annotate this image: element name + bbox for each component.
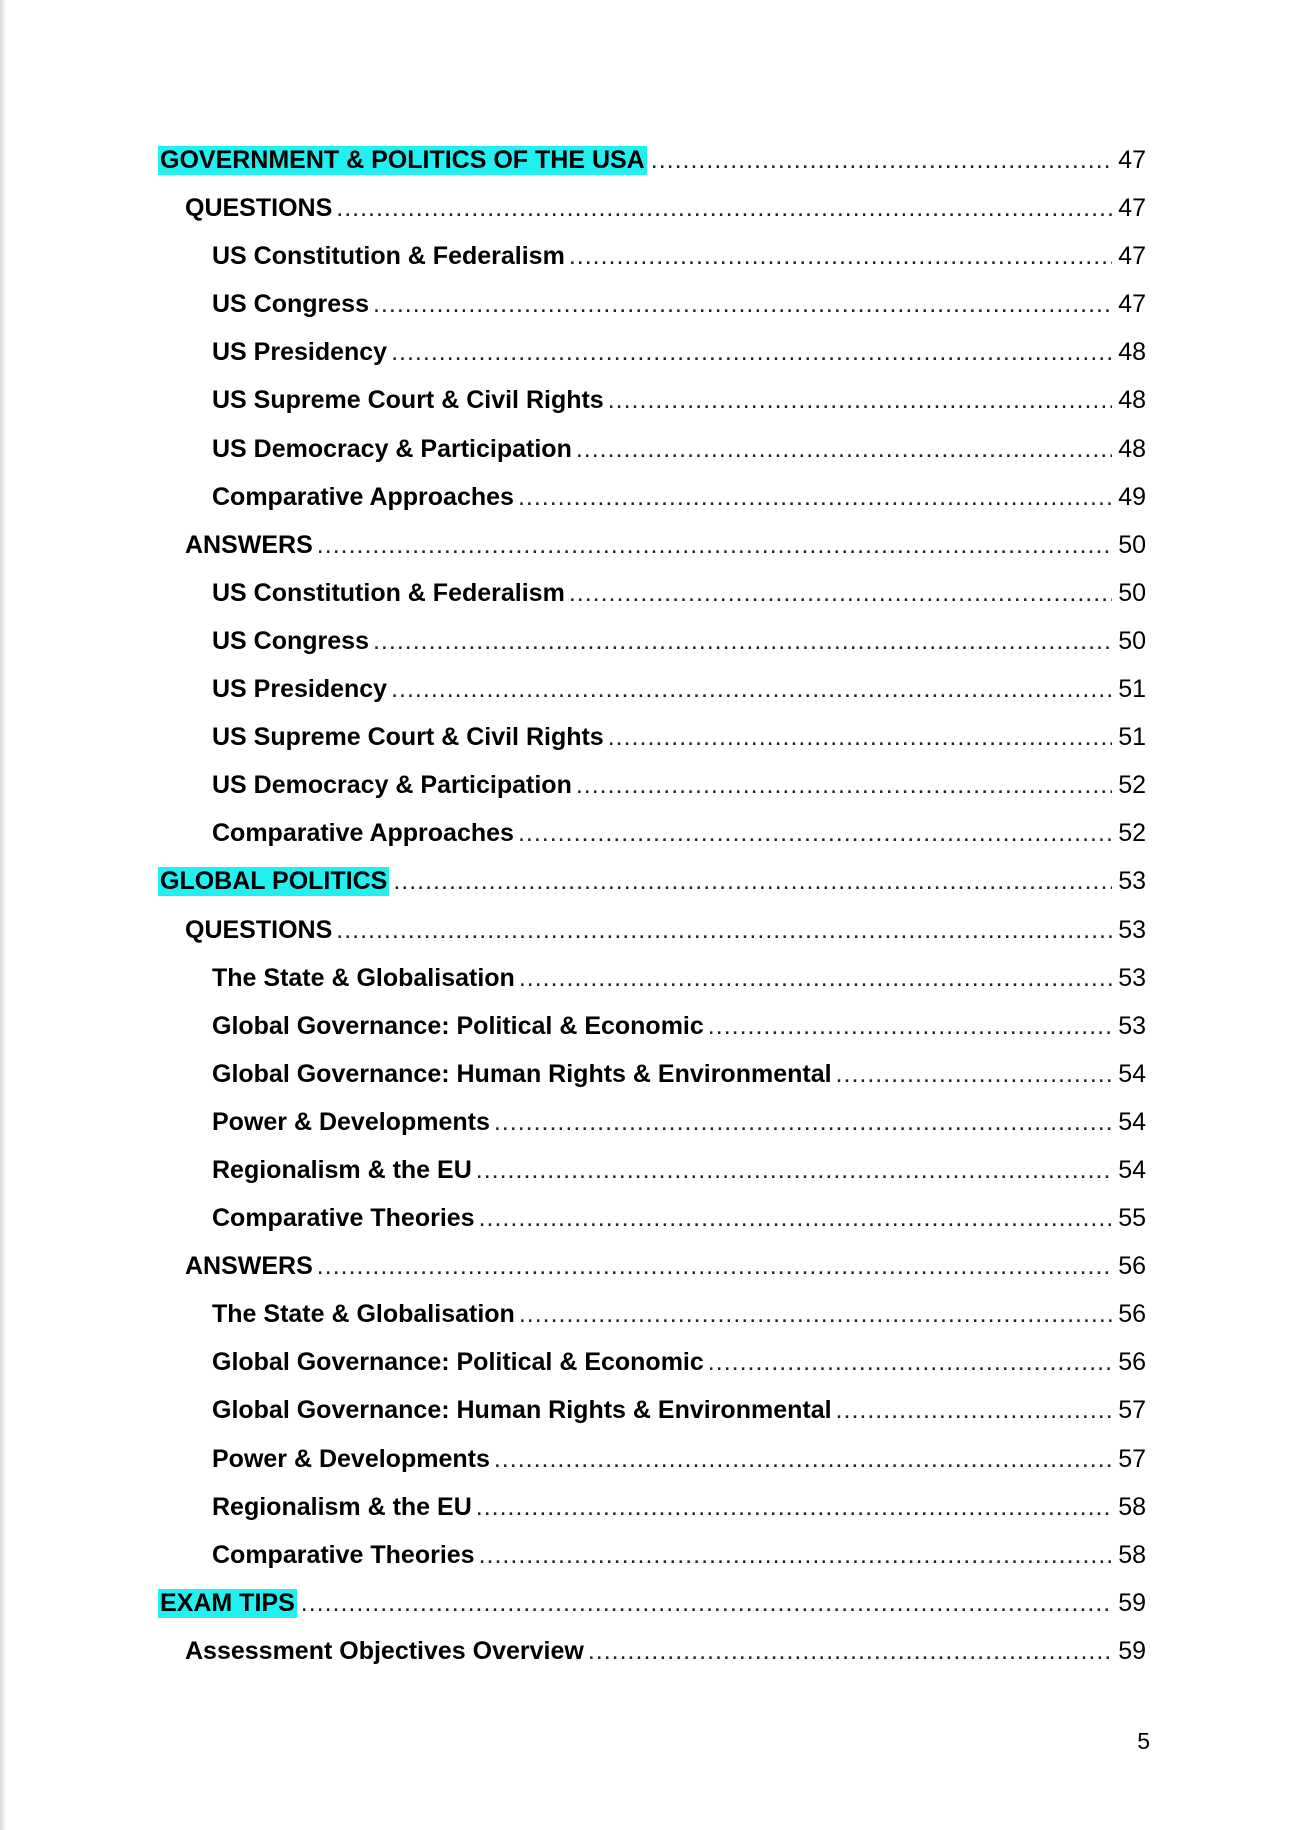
toc-entry-page: 48: [1118, 338, 1146, 367]
toc-dot-leader: [651, 146, 1112, 175]
toc-entry-page: 56: [1118, 1300, 1146, 1329]
toc-entry-page: 47: [1118, 242, 1146, 271]
toc-subsection-entry[interactable]: [158, 531, 1146, 579]
toc-topic-entry[interactable]: [158, 1493, 1146, 1541]
toc-dot-leader: [373, 290, 1112, 319]
toc-entry-page: 57: [1118, 1444, 1146, 1473]
toc-dot-leader: [391, 338, 1112, 367]
toc-entry-page: 56: [1118, 1348, 1146, 1377]
toc-entry-title: US Constitution & Federalism: [212, 578, 565, 607]
toc-entry-page: 57: [1118, 1396, 1146, 1425]
toc-topic-entry[interactable]: [158, 1348, 1146, 1396]
toc-dot-leader: [494, 1445, 1112, 1474]
toc-dot-leader: [519, 1300, 1112, 1329]
toc-entry-title: US Presidency: [212, 338, 388, 367]
toc-entry-title: ANSWERS: [185, 1252, 313, 1281]
toc-topic-entry[interactable]: [158, 1108, 1146, 1156]
toc-topic-entry[interactable]: [158, 964, 1146, 1012]
toc-entry-page: 54: [1118, 1107, 1146, 1136]
toc-entry-title: US Presidency: [212, 675, 388, 704]
toc-dot-leader: [391, 675, 1112, 704]
table-of-contents: [158, 146, 1146, 1685]
toc-section-entry[interactable]: [158, 146, 1146, 194]
toc-section-entry[interactable]: [158, 867, 1146, 915]
toc-entry-title: GOVERNMENT & POLITICS OF THE USA: [160, 146, 645, 174]
toc-entry-page: 48: [1118, 434, 1146, 463]
toc-entry-title: Global Governance: Political & Economic: [212, 1011, 704, 1040]
toc-entry-title: Assessment Objectives Overview: [185, 1636, 584, 1665]
toc-entry-title: US Congress: [212, 626, 369, 655]
toc-entry-title: Comparative Approaches: [212, 819, 514, 848]
toc-entry-title: Comparative Theories: [212, 1540, 475, 1569]
toc-dot-leader: [708, 1348, 1112, 1377]
toc-dot-leader: [518, 819, 1112, 848]
toc-entry-page: 51: [1118, 675, 1146, 704]
toc-entry-title: Comparative Approaches: [212, 482, 514, 511]
toc-dot-leader: [476, 1156, 1112, 1185]
toc-entry-page: 54: [1118, 1155, 1146, 1184]
toc-dot-leader: [836, 1060, 1112, 1089]
toc-dot-leader: [708, 1012, 1112, 1041]
toc-topic-entry[interactable]: [158, 242, 1146, 290]
toc-dot-leader: [588, 1637, 1112, 1666]
toc-topic-entry[interactable]: [158, 1012, 1146, 1060]
toc-topic-entry[interactable]: [158, 483, 1146, 531]
toc-topic-entry[interactable]: [158, 1541, 1146, 1589]
toc-entry-page: 48: [1118, 386, 1146, 415]
toc-entry-title: Global Governance: Human Rights & Environmental: [212, 1059, 832, 1088]
page-edge: [0, 0, 6, 1830]
toc-entry-title: Power & Developments: [212, 1444, 490, 1473]
toc-entry-title: Global Governance: Human Rights & Environmental: [212, 1396, 832, 1425]
toc-dot-leader: [479, 1541, 1112, 1570]
toc-entry-page: 53: [1118, 963, 1146, 992]
toc-dot-leader: [317, 531, 1112, 560]
toc-entry-page: 50: [1118, 626, 1146, 655]
toc-dot-leader: [479, 1204, 1112, 1233]
toc-entry-page: 55: [1118, 1204, 1146, 1233]
toc-topic-entry[interactable]: [158, 386, 1146, 434]
toc-topic-entry[interactable]: [158, 1204, 1146, 1252]
toc-entry-page: 47: [1118, 146, 1146, 174]
toc-topic-entry[interactable]: [158, 1396, 1146, 1444]
toc-entry-title: Regionalism & the EU: [212, 1155, 472, 1184]
toc-topic-entry[interactable]: [158, 1300, 1146, 1348]
toc-entry-title: QUESTIONS: [185, 915, 333, 944]
toc-entry-title: Comparative Theories: [212, 1204, 475, 1233]
toc-entry-page: 47: [1118, 194, 1146, 223]
toc-entry-title: US Constitution & Federalism: [212, 242, 565, 271]
toc-entry-title: The State & Globalisation: [212, 1300, 515, 1329]
toc-topic-entry[interactable]: [158, 723, 1146, 771]
toc-dot-leader: [836, 1396, 1112, 1425]
toc-dot-leader: [608, 723, 1112, 752]
toc-dot-leader: [576, 435, 1112, 464]
toc-dot-leader: [569, 579, 1112, 608]
toc-dot-leader: [576, 771, 1112, 800]
toc-entry-title: Global Governance: Political & Economic: [212, 1348, 704, 1377]
toc-entry-page: 50: [1118, 530, 1146, 559]
toc-subsection-entry[interactable]: [158, 1637, 1146, 1685]
toc-dot-leader: [518, 483, 1112, 512]
toc-entry-title: Power & Developments: [212, 1107, 490, 1136]
toc-topic-entry[interactable]: [158, 627, 1146, 675]
toc-entry-title: The State & Globalisation: [212, 963, 515, 992]
toc-dot-leader: [393, 867, 1112, 896]
toc-dot-leader: [301, 1589, 1112, 1618]
page-number: 5: [1137, 1728, 1150, 1754]
toc-entry-title: EXAM TIPS: [160, 1588, 295, 1617]
toc-section-entry[interactable]: [158, 1589, 1146, 1637]
toc-dot-leader: [336, 194, 1112, 223]
toc-topic-entry[interactable]: [158, 338, 1146, 386]
toc-topic-entry[interactable]: [158, 579, 1146, 627]
toc-subsection-entry[interactable]: [158, 194, 1146, 242]
toc-entry-page: 59: [1118, 1636, 1146, 1665]
toc-entry-page: 56: [1118, 1252, 1146, 1281]
toc-entry-title: GLOBAL POLITICS: [160, 867, 388, 896]
toc-subsection-entry[interactable]: [158, 916, 1146, 964]
toc-dot-leader: [519, 964, 1112, 993]
toc-topic-entry[interactable]: [158, 435, 1146, 483]
toc-entry-title: QUESTIONS: [185, 194, 333, 223]
toc-entry-page: 50: [1118, 578, 1146, 607]
toc-entry-page: 59: [1118, 1588, 1146, 1617]
toc-dot-leader: [317, 1252, 1112, 1281]
toc-entry-page: 53: [1118, 867, 1146, 896]
toc-topic-entry[interactable]: [158, 675, 1146, 723]
toc-topic-entry[interactable]: [158, 771, 1146, 819]
toc-entry-page: 58: [1118, 1540, 1146, 1569]
toc-topic-entry[interactable]: [158, 1156, 1146, 1204]
toc-dot-leader: [569, 242, 1112, 271]
toc-entry-title: US Democracy & Participation: [212, 434, 572, 463]
toc-entry-page: 49: [1118, 482, 1146, 511]
toc-entry-page: 53: [1118, 1011, 1146, 1040]
toc-entry-page: 54: [1118, 1059, 1146, 1088]
toc-topic-entry[interactable]: [158, 290, 1146, 338]
toc-entry-page: 52: [1118, 819, 1146, 848]
toc-entry-title: US Congress: [212, 290, 369, 319]
toc-entry-title: ANSWERS: [185, 530, 313, 559]
toc-entry-title: Regionalism & the EU: [212, 1492, 472, 1521]
toc-topic-entry[interactable]: [158, 819, 1146, 867]
toc-topic-entry[interactable]: [158, 1445, 1146, 1493]
toc-entry-page: 51: [1118, 723, 1146, 752]
toc-dot-leader: [494, 1108, 1112, 1137]
toc-entry-page: 47: [1118, 290, 1146, 319]
toc-entry-title: US Supreme Court & Civil Rights: [212, 386, 604, 415]
toc-entry-title: US Supreme Court & Civil Rights: [212, 723, 604, 752]
toc-dot-leader: [336, 916, 1112, 945]
toc-entry-page: 52: [1118, 771, 1146, 800]
toc-dot-leader: [476, 1493, 1112, 1522]
toc-entry-title: US Democracy & Participation: [212, 771, 572, 800]
toc-entry-page: 58: [1118, 1492, 1146, 1521]
toc-entry-page: 53: [1118, 915, 1146, 944]
toc-subsection-entry[interactable]: [158, 1252, 1146, 1300]
toc-dot-leader: [608, 386, 1112, 415]
toc-dot-leader: [373, 627, 1112, 656]
toc-topic-entry[interactable]: [158, 1060, 1146, 1108]
